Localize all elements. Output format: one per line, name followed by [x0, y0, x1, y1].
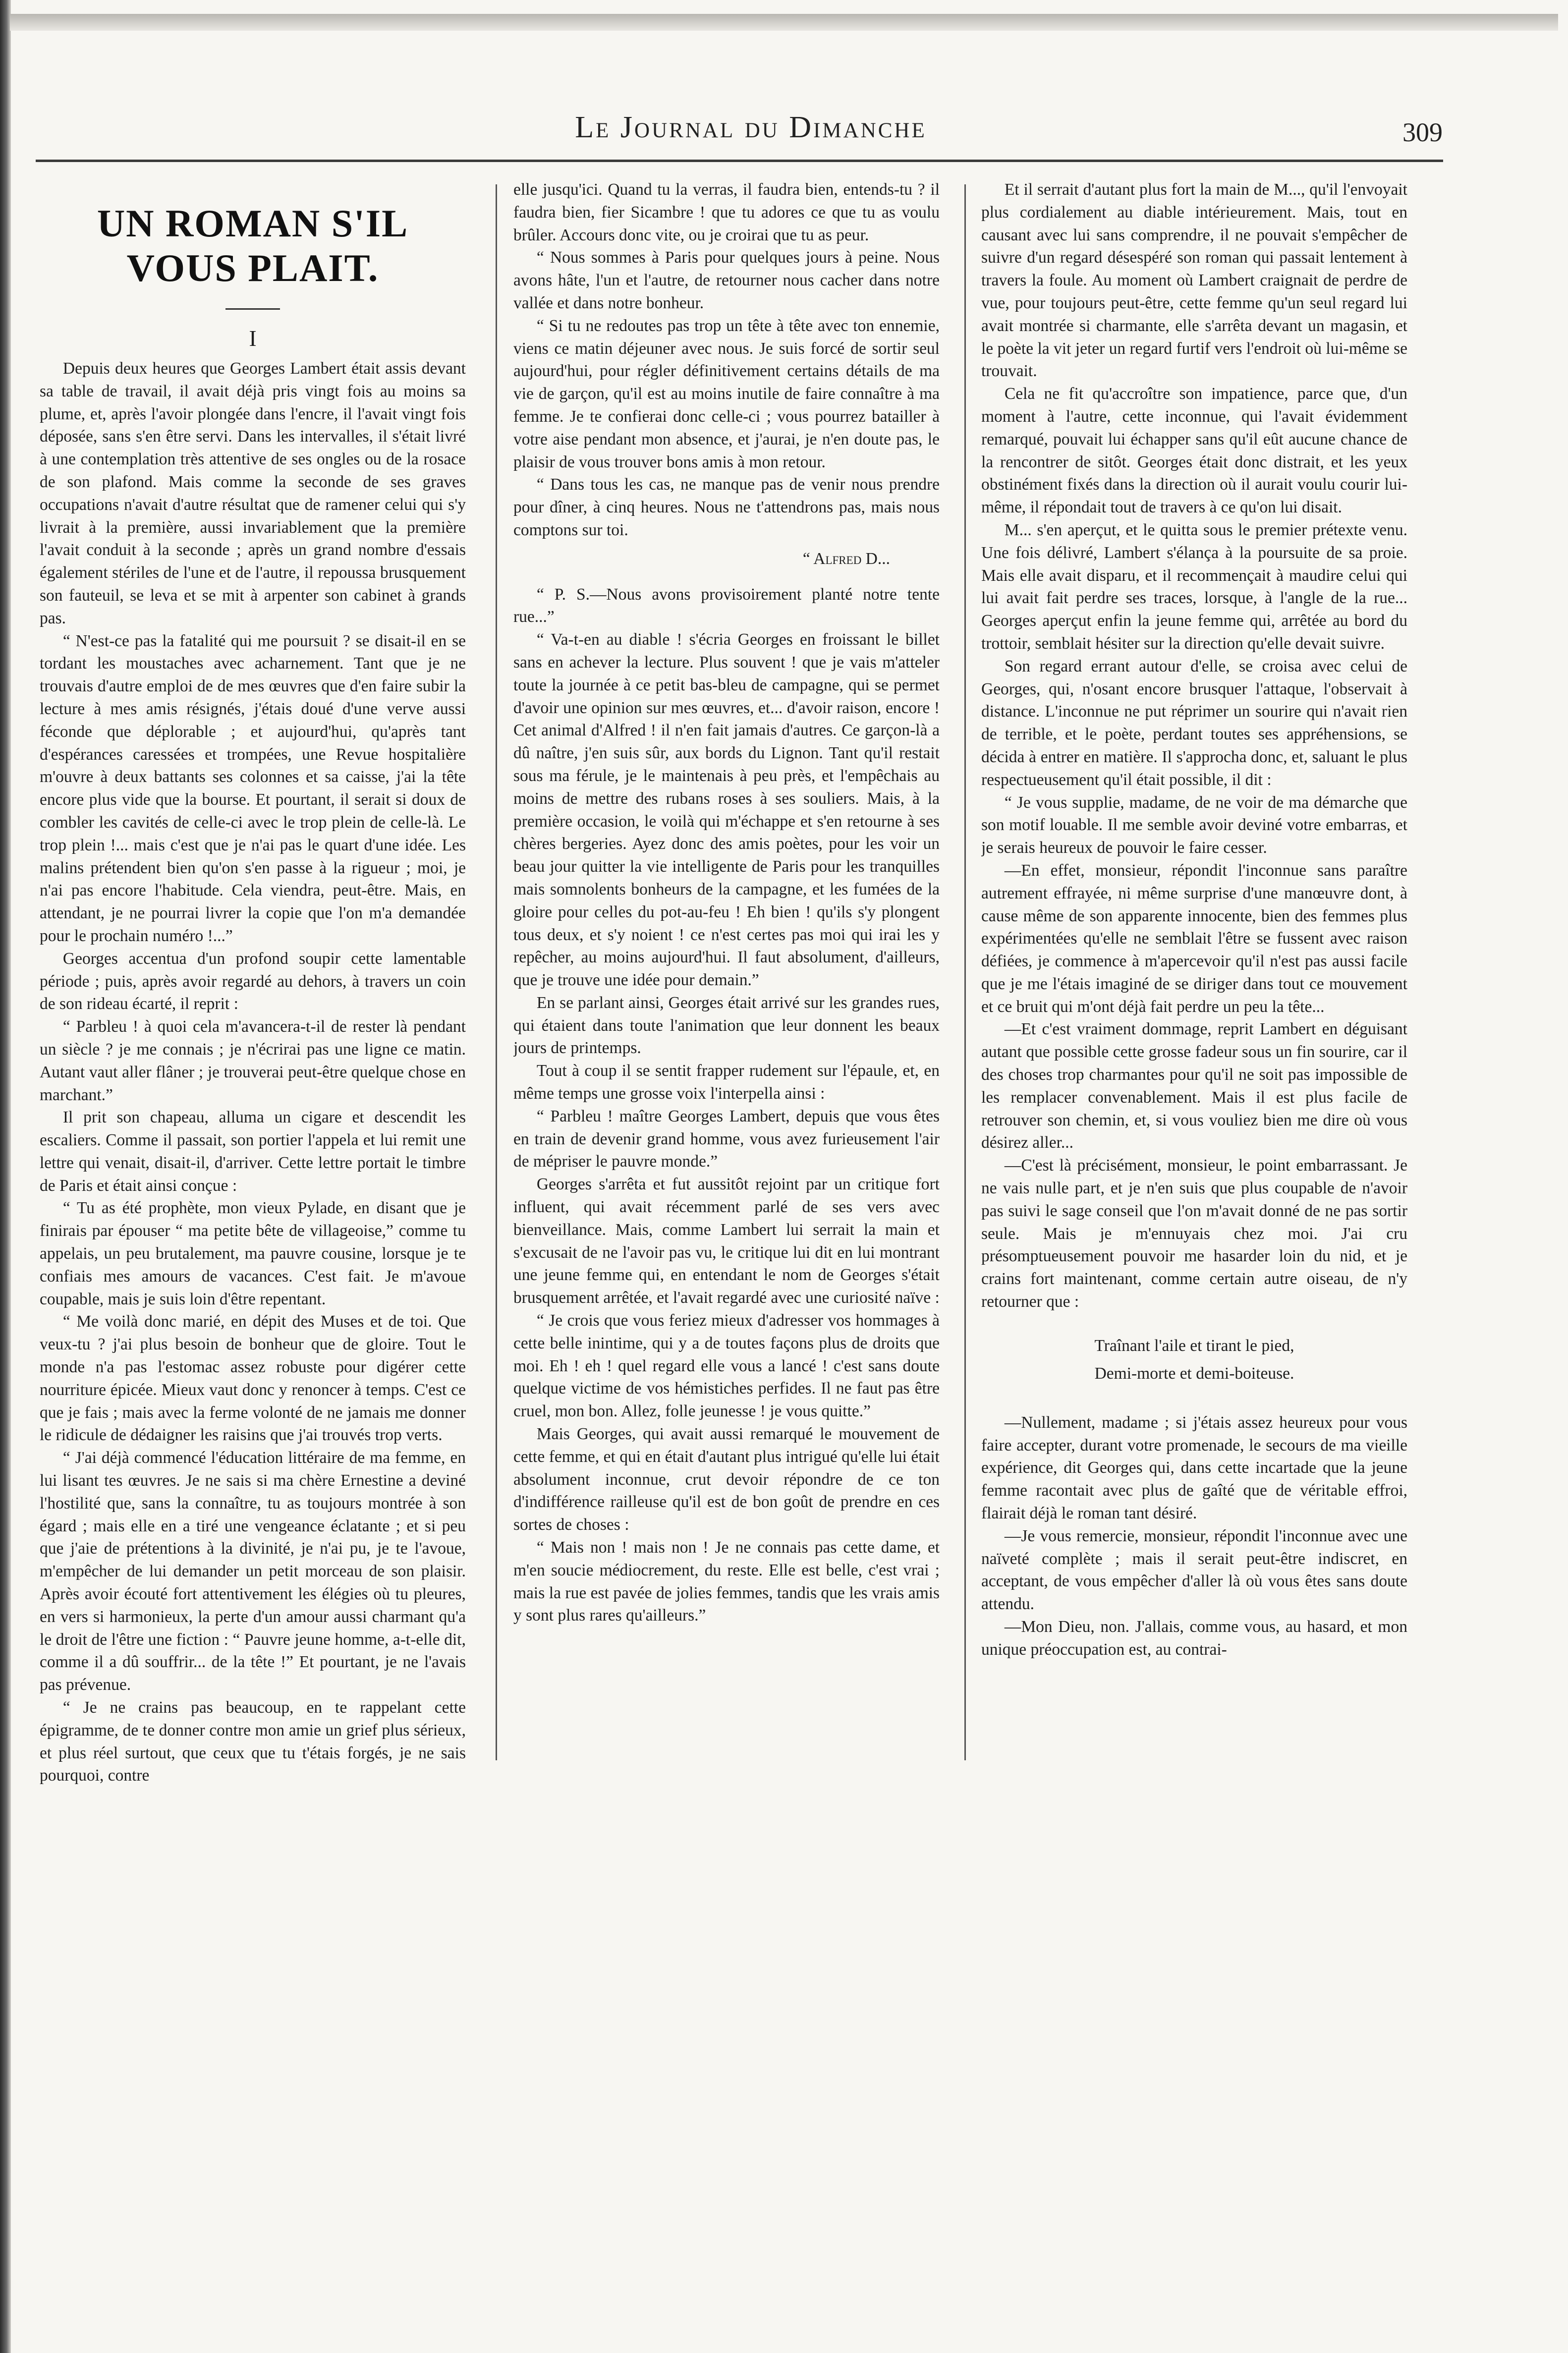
paragraph: —C'est là précisément, monsieur, le point embarrassant. Je ne vais nulle part, et je n'en suis que plus coupable de n'avoir pas suivi le sage conseil que l'on m'avait donné de ne pas sortir seule. Mais je m'ennuyais chez moi. J'ai cru présomptueusement pouvoir me hasarder loin du nid, et je crains fort maintenant, comme certain autre oiseau, de n'y retourner que :: [981, 1156, 1407, 1311]
paragraph: “ Si tu ne redoutes pas trop un tête à tête avec ton ennemie, viens ce matin déjeuner avec nous. Je suis forcé de sortir seul aujourd'hui, pour régler définitivement certains détails de ma vie de garçon, qu'il est au moins inutile de faire connaître à ma femme. Je te confierai donc celle-ci ; vous pourrez batailler à votre aise pendant mon absence, et j'aurai, je n'en doute pas, le plaisir de vous trouver bons amis à mon retour.: [513, 316, 940, 471]
paragraph: Depuis deux heures que Georges Lambert était assis devant sa table de travail, il avait déjà pris vingt fois au moins sa plume, et, après l'avoir plongée dans l'encre, il l'avait vingt fois déposée, sans s'en être servi. Dans les intervalles, il s'était livré à une contemplation très attentive de ses ongles ou de la rosace de son plafond. Mais comme la seconde de ses graves occupations n'avait d'autre résultat que de ramener celui qui s'y livrait à la première, aussi invariablement que la première l'avait conduit à la seconde ; après un grand nombre d'essais également stériles de l'une et de l'autre, il repoussa brusquement son fauteuil, se leva et se mit à arpenter son cabinet à grands pas.: [40, 359, 466, 627]
page-top-border: [10, 14, 1558, 31]
paragraph: “ Parbleu ! maître Georges Lambert, depuis que vous êtes en train de devenir grand homme, vous avez furieusement l'air de mépriser le pauvre monde.”: [513, 1107, 940, 1171]
paragraph: “ Nous sommes à Paris pour quelques jours à peine. Nous avons hâte, l'un et l'autre, de retourner nous cacher dans notre vallée et dans notre bonheur.: [513, 248, 940, 312]
verse-line: Demi-morte et demi-boiteuse.: [1094, 1364, 1294, 1383]
paragraph: —En effet, monsieur, répondit l'inconnue sans paraître autrement effrayée, ni même surprise d'une manœuvre dont, à cause même de son apparente innocente, bien des femmes plus expérimentées qu'elle ne semblait l'être se fussent avec raison défiées, je commence à m'apercevoir qu'il n'est pas aussi facile que je me l'étais imaginé de se diriger dans tout ce mouvement et ce bruit qui m'ont déjà fait perdre un peu la tête...: [981, 861, 1407, 1016]
paragraph: —Nullement, madame ; si j'étais assez heureux pour vous faire accepter, durant votre promenade, le secours de ma vieille expérience, dit Georges qui, dans cette incartade que la jeune femme racontait avec plus de gaîté que de véritable effroi, flairait déjà le roman tant désiré.: [981, 1413, 1407, 1523]
column-divider: [964, 184, 966, 1760]
column-middle: [513, 178, 940, 2285]
page-number: 309: [1402, 117, 1443, 147]
paragraph: Tout à coup il se sentit frapper rudement sur l'épaule, et, en même temps une grosse voix l'interpella ainsi :: [513, 1062, 940, 1103]
letter-signature: “ Alfred D...: [802, 549, 890, 568]
paragraph: —Et c'est vraiment dommage, reprit Lambert en déguisant autant que possible cette grosse fadeur sous un fin sourire, car il des choses trop charmantes pour qu'il ne soit pas impossible de les remplacer convenablement. Mais il est plus facile de retrouver son chemin, et, si vous vouliez bien me dire où vous désirez aller...: [981, 1020, 1407, 1152]
title-rule: [225, 308, 280, 310]
paragraph: Cela ne fit qu'accroître son impatience, parce que, d'un moment à l'autre, cette inconnue, qui l'avait évidemment remarqué, pouvait lui échapper sans qu'il eût aucune chance de la rencontrer de sitôt. Georges était donc distrait, et les yeux obstinément fixés dans la direction où il aurait voulu courir lui-même, il répondait tout de travers à ce qu'on lui disait.: [981, 385, 1407, 517]
paragraph: “ N'est-ce pas la fatalité qui me poursuit ? se disait-il en se tordant les moustaches avec acharnement. Tant que je ne trouvais d'autre emploi de de mes œuvres que d'en faire subir la lecture à mes amis résignés, j'étais doué d'une verve aussi féconde que déplorable ; et aujourd'hui, qu'après tant d'espérances caressées et trompées, une Revue hospitalière m'ouvre à deux battants ses colonnes et sa caisse, j'ai la tête encore plus vide que la bourse. Et pourtant, il serait si doux de combler les cavités de celle-ci avec le trop plein de celle-là. Le trop plein !... mais c'est que je n'ai pas le quart d'une idée. Les malins prétendent bien qu'on s'en passe à la rigueur ; moi, je n'ai pas encore l'habitude. Cela viendra, peut-être. Mais, en attendant, je ne pourrai livrer la copie que l'on m'a demandée pour le prochain numéro !...”: [40, 631, 466, 945]
column-divider: [496, 184, 497, 1760]
masthead: Le Journal du Dimanche: [575, 111, 927, 144]
paragraph: elle jusqu'ici. Quand tu la verras, il faudra bien, entends-tu ? il faudra bien, fier Sicambre ! que tu adores ce que tu as voulu brûler. Accours donc vite, ou je croirai que tu as peur.: [513, 180, 940, 244]
paragraph: Georges accentua d'un profond soupir cette lamentable période ; puis, après avoir regardé au dehors, à travers un coin de son rideau écarté, il reprit :: [40, 949, 466, 1013]
article-title: UN ROMAN S'IL VOUS PLAIT.: [97, 202, 409, 289]
paragraph: “ Dans tous les cas, ne manque pas de venir nous prendre pour dîner, à cinq heures. Nous ne t'attendrons pas, mais nous comptons sur toi.: [513, 475, 940, 539]
paragraph: —Je vous remercie, monsieur, répondit l'inconnue avec une naïveté complète ; mais il serait peut-être indiscret, en acceptant, de vous empêcher d'aller là où vous êtes sans doute attendu.: [981, 1526, 1407, 1614]
paragraph: “ Je vous supplie, madame, de ne voir de ma démarche que son motif louable. Il me semble avoir deviné votre embarras, et je serais heureux de pouvoir le faire cesser.: [981, 793, 1407, 857]
paragraph: Il prit son chapeau, alluma un cigare et descendit les escaliers. Comme il passait, son portier l'appela et lui remit une lettre qui venait, disait-il, d'arriver. Cette lettre portait le timbre de Paris et était ainsi conçue :: [40, 1108, 466, 1195]
paragraph: “ Je ne crains pas beaucoup, en te rappelant cette épigramme, de te donner contre mon amie un grief plus sérieux, et plus réel surtout, que ceux que tu t'étais forgés, je ne sais pourquoi, contre: [40, 1698, 466, 1785]
paragraph: “ Mais non ! mais non ! Je ne connais pas cette dame, et m'en soucie médiocrement, du reste. Elle est belle, c'est vrai ; mais la rue est pavée de jolies femmes, tandis que les vrais amis y sont plus rares qu'ailleurs.”: [513, 1538, 940, 1625]
paragraph: M... s'en aperçut, et le quitta sous le premier prétexte venu. Une fois délivré, Lambert s'élança à la poursuite de sa proie. Mais elle avait disparu, et il recommençait à maudire celui qui lui avait fait perdre ses traces, lorsque, à l'angle de la rue... Georges aperçut enfin la jeune femme qui, arrêtée au bord du trottoir, semblait hésiter sur la direction qu'elle devait suivre.: [981, 520, 1407, 653]
paragraph: “ J'ai déjà commencé l'éducation littéraire de ma femme, en lui lisant tes œuvres. Je ne sais si ma chère Ernestine a deviné l'hostilité que, sans la connaître, tu as toujours montrée à son égard ; mais elle en a tiré une vengeance éclatante ; et si peu que j'aie de prétentions à la divinité, je n'ai pu, je te l'avoue, m'empêcher de lui demander un petit morceau de son plaisir. Après avoir écouté fort attentivement les élégies où tu pleures, en vers si harmonieux, la perte d'un amour aussi charmant qu'a le droit de l'être une fiction : “ Pauvre jeune homme, a-t-elle dit, comme il a dû souffrir... de la tête !” Et pourtant, je ne l'avais pas prévenue.: [40, 1449, 466, 1694]
chapter-number: I: [249, 326, 257, 351]
verse-line: Traînant l'aile et tirant le pied,: [1094, 1336, 1294, 1355]
paragraph: Et il serrait d'autant plus fort la main de M..., qu'il l'envoyait plus cordialement au diable intérieurement. Mais, tout en causant avec lui sans comprendre, il ne pouvait s'empêcher de suivre d'un regard désespéré son roman qui passait lentement à travers la foule. Au moment où Lambert craignait de perdre de vue, pour toujours peut-être, cette femme qu'un seul regard lui avait montrée si charmante, elle s'arrêta devant un magasin, et le poète la vit jeter un regard furtif vers l'endroit où lui-même se trouvait.: [981, 180, 1407, 381]
binding-edge: [0, 0, 11, 2353]
paragraph: Son regard errant autour d'elle, se croisa avec celui de Georges, qui, n'osant encore brusquer l'attaque, l'observait à distance. L'inconnue ne put réprimer un sourire qui n'avait rien de terrible, et le poète, perdant toutes ses appréhensions, se décida à entrer en matière. Il s'approcha donc, et, saluant le plus respectueusement qu'il était possible, il dit :: [981, 657, 1407, 789]
paragraph: “ Me voilà donc marié, en dépit des Muses et de toi. Que veux-tu ? j'ai plus besoin de bonheur que de gloire. Tout le monde n'a pas l'estomac assez robuste pour digérer cette nourriture épicée. Mieux vaut donc y renoncer à temps. C'est ce que je fais ; mais avec la ferme volonté de ne jamais me donner le ridicule de dédaigner les raisins que j'ai trouvés trop verts.: [40, 1312, 466, 1445]
paragraph: “ Va-t-en au diable ! s'écria Georges en froissant le billet sans en achever la lecture. Plus souvent ! que je vais m'atteler toute la journée à ce petit bas-bleu de campagne, qui se permet d'avoir une opinion sur mes œuvres, et... d'avoir raison, encore ! Cet animal d'Alfred ! il n'en fait jamais d'autres. Ce garçon-là a dû naître, j'en suis sûr, aux bords du Lignon. Tant qu'il restait sous ma férule, je le maintenais à peu près, et l'empêchais au moins de mettre des rubans roses à ses souliers. Mais, à la première occasion, le voilà qui m'échappe et s'en retourne à ses chères bergeries. Ayez donc des amis poètes, pour les voir un beau jour quitter la vie intelligente de Paris pour les tranquilles mais somnolents bonheurs de la campagne, et les fumées de la gloire pour celles du pot-au-feu ! Eh bien ! qu'ils s'y plongent tous deux, et s'y noient ! ce n'est certes pas moi qui irai les y repêcher, au moins aujourd'hui. Il faut absolument, d'ailleurs, que je trouve une idée pour demain.”: [513, 630, 940, 990]
paragraph: En se parlant ainsi, Georges était arrivé sur les grandes rues, qui étaient dans toute l'animation que leur donnent les beaux jours de printemps.: [513, 993, 940, 1058]
header-rule: [36, 160, 1443, 162]
paragraph: Mais Georges, qui avait aussi remarqué le mouvement de cette femme, et qui en était d'autant plus intrigué qu'elle lui était absolument inconnue, crut devoir répondre de ce ton d'indifférence railleuse qu'il est de bon goût de prendre en ces sortes de choses :: [513, 1425, 940, 1534]
paragraph: Georges s'arrêta et fut aussitôt rejoint par un critique fort influent, qui avait récemment parlé de ses vers avec bienveillance. Mais, comme Lambert lui serrait la main et s'excusait de ne l'avoir pas vu, le critique lui dit en lui montrant une jeune femme qui, en entendant le nom de Georges s'était brusquement arrêtée, et l'avait regardé avec une curiosité naïve :: [513, 1175, 940, 1307]
verse-quote: [981, 1332, 1407, 1388]
paragraph: “ Parbleu ! à quoi cela m'avancera-t-il de rester là pendant un siècle ? je me connais ; je n'écrirai pas une ligne ce matin. Autant vaut aller flâner ; je trouverai peut-être quelque chose en marchant.”: [40, 1017, 466, 1104]
paragraph: “ Je crois que vous feriez mieux d'adresser vos hommages à cette belle inintime, qui y a de toutes façons plus de droits que moi. Eh ! eh ! quel regard elle vous a lancé ! c'est sans doute quelque victime de vos hémistiches perfides. Il ne faut pas être cruel, mon bon. Allez, folle jeunesse ! je vous quitte.”: [513, 1311, 940, 1421]
column-left: [40, 178, 466, 2285]
paragraph: “ P. S.—Nous avons provisoirement planté notre tente rue...”: [513, 585, 940, 626]
paragraph: “ Tu as été prophète, mon vieux Pylade, en disant que je finirais par épouser “ ma petite bête de villageoise,” comme tu appelais, un peu brutalement, ma pauvre cousine, lorsque je te confiais mes amours de vacances. C'est fait. Je m'avoue coupable, mais je suis loin d'être repentant.: [40, 1199, 466, 1308]
column-right: [981, 178, 1407, 2285]
paragraph: —Mon Dieu, non. J'allais, comme vous, au hasard, et mon unique préoccupation est, au contrai-: [981, 1618, 1407, 1659]
